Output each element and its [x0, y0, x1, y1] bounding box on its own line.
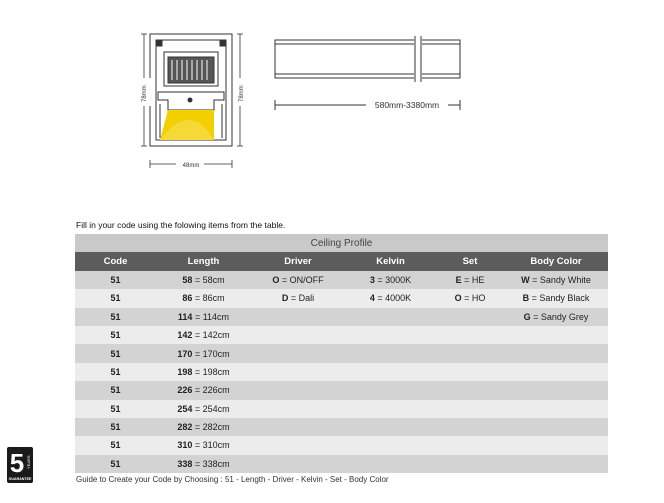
option-key: W	[521, 274, 530, 285]
column-header-length: Length	[156, 252, 251, 270]
cell-body-color	[504, 400, 608, 418]
table-row	[75, 363, 608, 381]
cell-driver	[251, 308, 345, 326]
option-key: 282	[177, 422, 193, 433]
table-row	[75, 436, 608, 454]
technical-drawing	[0, 0, 664, 200]
code-value: 51	[110, 385, 121, 396]
cell-kelvin	[345, 326, 436, 344]
cell-code	[75, 344, 156, 362]
option-value: = Sandy White	[529, 274, 591, 285]
cell-code	[75, 400, 156, 418]
height-dimension-right: 78mm	[239, 85, 245, 102]
code-value: 51	[110, 366, 121, 377]
option-value: = 4000K	[374, 293, 412, 304]
cell-set	[436, 400, 504, 418]
cell-kelvin	[345, 344, 436, 362]
code-value: 51	[110, 293, 121, 304]
cell-driver	[251, 436, 345, 454]
option-value: = 3000K	[374, 274, 412, 285]
width-dimension: 48mm	[182, 163, 200, 169]
option-key: 170	[177, 348, 193, 359]
table-row	[75, 455, 608, 473]
option-value: = HE	[461, 274, 485, 285]
option-key: G	[523, 311, 531, 322]
cell-body-color	[504, 381, 608, 399]
cell-length	[156, 400, 251, 418]
cell-kelvin	[345, 400, 436, 418]
option-value: = 142cm	[192, 330, 230, 341]
column-header-code: Code	[75, 252, 156, 270]
badge-guarantee-label: GUARANTEE	[8, 477, 32, 481]
cell-driver	[251, 400, 345, 418]
badge-years: YEARS	[26, 455, 31, 469]
option-key: B	[522, 293, 530, 304]
cell-driver	[251, 326, 345, 344]
cell-driver	[251, 418, 345, 436]
length-range-dimension: 580mm-3380mm	[374, 100, 440, 110]
table-row	[75, 344, 608, 362]
cell-kelvin	[345, 271, 436, 289]
code-guide-text: Guide to Create your Code by Choosing : 51 - Length - Driver - Kelvin - Set - Body Color	[76, 475, 389, 484]
code-value: 51	[110, 330, 121, 341]
cell-body-color	[504, 326, 608, 344]
option-key: 198	[177, 366, 193, 377]
cell-kelvin	[345, 436, 436, 454]
column-header-body-color: Body Color	[504, 252, 608, 270]
cell-length	[156, 455, 251, 473]
cell-set	[436, 418, 504, 436]
cell-set	[436, 455, 504, 473]
cell-length	[156, 271, 251, 289]
table-title: Ceiling Profile	[75, 234, 608, 252]
cell-kelvin	[345, 289, 436, 307]
column-header-kelvin: Kelvin	[345, 252, 436, 270]
code-value: 51	[110, 440, 121, 451]
option-value: = 86cm	[192, 293, 225, 304]
code-value: 51	[110, 458, 121, 469]
option-key: O	[454, 293, 462, 304]
option-key: E	[455, 274, 462, 285]
profile-side-view	[275, 36, 460, 110]
option-key: 86	[182, 293, 193, 304]
code-value: 51	[110, 403, 121, 414]
cell-length	[156, 344, 251, 362]
cell-kelvin	[345, 308, 436, 326]
option-value: = HO	[461, 293, 486, 304]
option-value: = Sandy Grey	[530, 311, 589, 322]
cell-body-color	[504, 455, 608, 473]
table-row	[75, 308, 608, 326]
cell-body-color	[504, 418, 608, 436]
cell-set	[436, 436, 504, 454]
cell-length	[156, 326, 251, 344]
cell-length	[156, 308, 251, 326]
table-row	[75, 400, 608, 418]
cell-set	[436, 381, 504, 399]
option-key: 226	[177, 385, 193, 396]
table-header-row	[75, 252, 608, 270]
option-value: = 226cm	[192, 385, 230, 396]
code-value: 51	[110, 274, 121, 285]
option-value: = Dali	[288, 293, 315, 304]
option-value: = 170cm	[192, 348, 230, 359]
option-value: = 198cm	[192, 366, 230, 377]
cell-code	[75, 271, 156, 289]
cell-body-color	[504, 308, 608, 326]
option-key: 58	[182, 274, 193, 285]
cell-body-color	[504, 436, 608, 454]
option-key: 310	[177, 440, 193, 451]
cell-code	[75, 289, 156, 307]
cell-length	[156, 436, 251, 454]
instruction-text: Fill in your code using the folowing items from the table.	[76, 220, 286, 230]
column-header-set: Set	[436, 252, 504, 270]
table-row	[75, 418, 608, 436]
cell-length	[156, 363, 251, 381]
cell-set	[436, 308, 504, 326]
cell-kelvin	[345, 455, 436, 473]
column-header-driver: Driver	[251, 252, 345, 270]
cell-driver	[251, 381, 345, 399]
ordering-code-table	[75, 234, 608, 473]
cell-code	[75, 455, 156, 473]
cell-body-color	[504, 289, 608, 307]
badge-number: 5	[9, 448, 25, 478]
option-key: 4	[369, 293, 375, 304]
code-value: 51	[110, 311, 121, 322]
cell-length	[156, 289, 251, 307]
cell-code	[75, 436, 156, 454]
option-value: = 114cm	[192, 311, 230, 322]
code-value: 51	[110, 422, 121, 433]
cell-length	[156, 418, 251, 436]
option-key: O	[272, 274, 280, 285]
cell-driver	[251, 289, 345, 307]
cell-code	[75, 418, 156, 436]
cell-kelvin	[345, 418, 436, 436]
cell-set	[436, 271, 504, 289]
cell-code	[75, 381, 156, 399]
table-title-row	[75, 234, 608, 252]
option-key: 114	[177, 311, 193, 322]
option-value: = 338cm	[192, 458, 230, 469]
five-year-guarantee-badge	[7, 447, 33, 483]
code-value: 51	[110, 348, 121, 359]
option-key: 142	[177, 330, 193, 341]
option-key: 3	[369, 274, 375, 285]
table-row	[75, 326, 608, 344]
cell-driver	[251, 455, 345, 473]
option-key: D	[281, 293, 289, 304]
cell-body-color	[504, 363, 608, 381]
cell-length	[156, 381, 251, 399]
option-value: = 282cm	[192, 422, 230, 433]
cell-kelvin	[345, 363, 436, 381]
cell-body-color	[504, 271, 608, 289]
cell-kelvin	[345, 381, 436, 399]
cell-set	[436, 326, 504, 344]
option-key: 338	[177, 458, 193, 469]
cell-driver	[251, 363, 345, 381]
option-key: 254	[177, 403, 193, 414]
cell-driver	[251, 271, 345, 289]
cell-set	[436, 289, 504, 307]
option-value: = 254cm	[192, 403, 230, 414]
height-dimension-left: 78mm	[142, 85, 148, 102]
table-row	[75, 271, 608, 289]
cell-code	[75, 308, 156, 326]
option-value: = ON/OFF	[279, 274, 324, 285]
option-value: = 310cm	[192, 440, 230, 451]
table-row	[75, 381, 608, 399]
cell-body-color	[504, 344, 608, 362]
cell-code	[75, 363, 156, 381]
option-value: = 58cm	[192, 274, 225, 285]
table-row	[75, 289, 608, 307]
cell-code	[75, 326, 156, 344]
cell-driver	[251, 344, 345, 362]
option-value: = Sandy Black	[529, 293, 590, 304]
cell-set	[436, 344, 504, 362]
cell-set	[436, 363, 504, 381]
